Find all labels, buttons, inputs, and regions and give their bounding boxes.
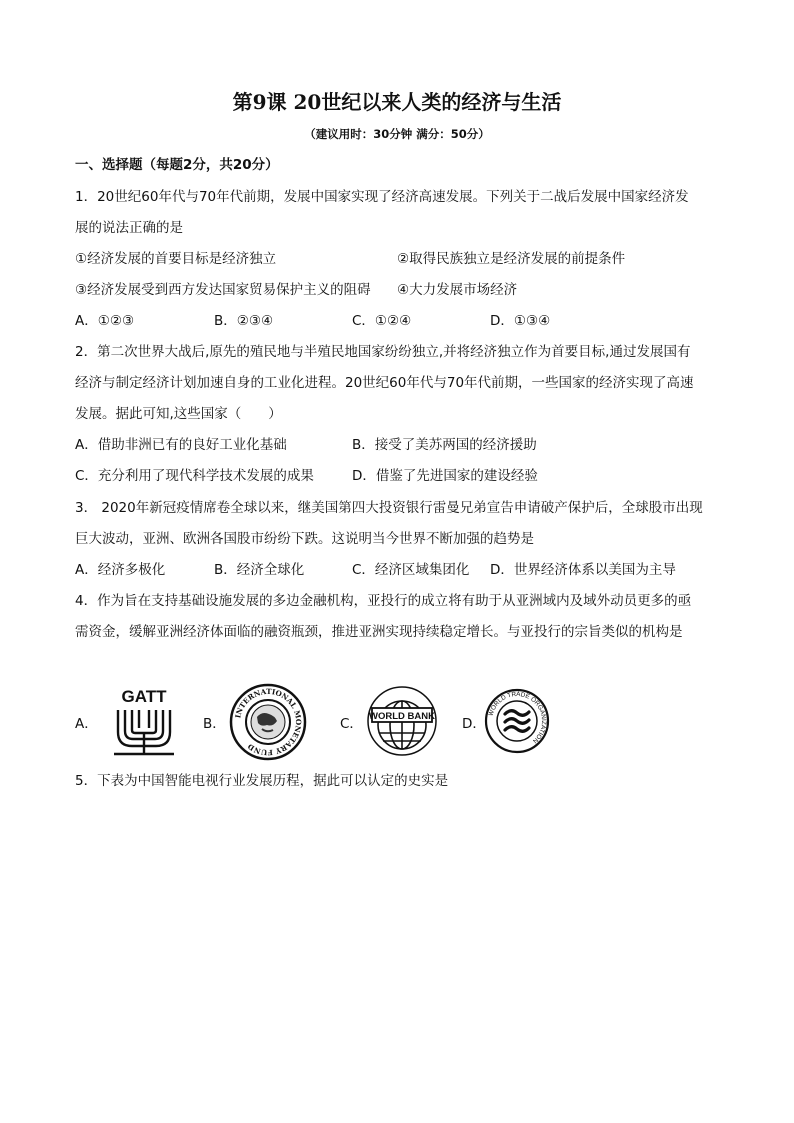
q1-statement-4: ④大力发展市场经济	[397, 282, 518, 298]
imf-logo-icon	[229, 683, 307, 761]
q1-option-b: B．②③④	[214, 313, 274, 329]
section-heading: 一、选择题（每题2分，共20分）	[75, 157, 279, 173]
q2-stem-line3: 发展。据此可知,这些国家（ ）	[75, 406, 282, 422]
q4-stem-line2: 需资金，缓解亚洲经济体面临的融资瓶颈，推进亚洲实现持续稳定增长。与亚投行的宗旨类似的机构是	[75, 624, 683, 640]
q3-option-b: B．经济全球化	[214, 562, 305, 578]
q1-statement-1: ①经济发展的首要目标是经济独立	[75, 251, 277, 267]
page-subtitle: （建议用时：30分钟 满分：50分）	[304, 127, 490, 141]
q1-stem-line1: 1．20世纪60年代与70年代前期，发展中国家实现了经济高速发展。下列关于二战后发展中国家经济发	[75, 189, 689, 205]
q5-stem-line1: 5．下表为中国智能电视行业发展历程，据此可以认定的史实是	[75, 773, 449, 789]
page-title: 第9课 20世纪以来人类的经济与生活	[232, 90, 562, 114]
q2-stem-line1: 2．第二次世界大战后,原先的殖民地与半殖民地国家纷纷独立,并将经济独立作为首要目标,通过发展国有	[75, 344, 691, 360]
world-bank-logo-text: WORLD BANK	[369, 711, 435, 722]
q1-option-a: A．①②③	[75, 313, 135, 329]
q3-stem-line2: 巨大波动，亚洲、欧洲各国股市纷纷下跌。这说明当今世界不断加强的趋势是	[75, 531, 534, 547]
q1-statement-3: ③经济发展受到西方发达国家贸易保护主义的阻碍	[75, 282, 371, 298]
q3-option-a: A．经济多极化	[75, 562, 166, 578]
world-bank-logo-icon	[366, 685, 438, 757]
gatt-logo-text: GATT	[121, 687, 167, 706]
wto-logo-icon	[484, 688, 550, 754]
q1-option-c: C．①②④	[352, 313, 412, 329]
q1-statement-2: ②取得民族独立是经济发展的前提条件	[397, 251, 626, 267]
q2-option-a: A．借助非洲已有的良好工业化基础	[75, 437, 287, 453]
q4-option-d: D．	[462, 716, 486, 732]
q2-option-b: B．接受了美苏两国的经济援助	[352, 437, 537, 453]
q1-stem-line2: 展的说法正确的是	[75, 220, 183, 236]
imf-logo-text: INTERNATIONAL MONETARY FUND	[233, 686, 304, 758]
q4-option-a: A．	[75, 716, 98, 732]
q2-stem-line2: 经济与制定经济计划加速自身的工业化进程。20世纪60年代与70年代前期，一些国家的经济实现了高速	[75, 375, 694, 391]
q3-option-d: D．世界经济体系以美国为主导	[490, 562, 676, 578]
q4-option-b: B．	[203, 716, 226, 732]
q4-stem-line1: 4．作为旨在支持基础设施发展的多边金融机构，亚投行的成立将有助于从亚洲域内及域外动员更多的亟	[75, 593, 692, 609]
gatt-logo-icon	[106, 684, 182, 756]
q3-stem-line1: 3． 2020年新冠疫情席卷全球以来，继美国第四大投资银行雷曼兄弟宣告申请破产保护后，全球股市出现	[75, 500, 703, 516]
q1-option-d: D．①③④	[490, 313, 551, 329]
q2-option-d: D．借鉴了先进国家的建设经验	[352, 468, 538, 484]
q2-option-c: C．充分利用了现代科学技术发展的成果	[75, 468, 314, 484]
q3-option-c: C．经济区域集团化	[352, 562, 470, 578]
wto-logo-text: WORLD TRADE ORGANIZATION	[487, 690, 548, 745]
q4-option-c: C．	[340, 716, 363, 732]
